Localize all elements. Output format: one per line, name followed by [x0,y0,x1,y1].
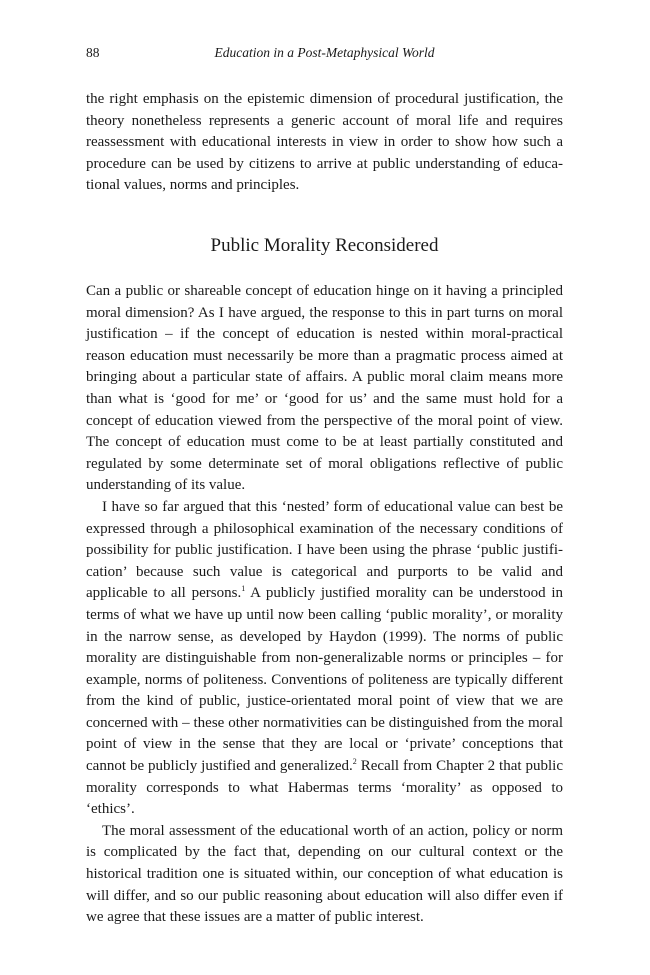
paragraph-2-text-b: A publicly justified morality can be understood in terms of what we have up until now been calling ‘public morality’, or morality in the narrow sense, as developed by Haydon (1999). The norms of public morality are distinguishable from non-generalizable norms or principles – for example, norms of politeness. Conventions of politeness are typically different from the kind of public, justice-orientated moral point of view that we are concerned with – these other normativities can be distinguished from the moral point of view in the sense that they are local or ‘private’ conceptions that cannot be publicly justified and generalized. [86,585,564,775]
paragraph-2-text-a: I have so far argued that this ‘nested’ form of educational value can best be expressed through a philosophical examination of the necessary conditions of possibility for public justification. I have been using the phrase ‘public justification’ because such value is categorical and purports to be valid and applicable to all persons. [86,498,563,602]
paragraph-2-text-c: Recall from Chapter 2 that public morality corresponds to what Habermas terms ‘morality’ as opposed to ‘ethics’. [86,758,563,818]
footnote-ref-2[interactable]: 2 [352,757,357,767]
body-paragraph-2 [86,497,563,821]
body-paragraph-1: Can a public or shareable concept of education hinge on it having a principled moral dimension? As I have argued, the response to this in part turns on moral justification – if the concept of education is nested within moral-practical reason education must necessarily be more than a pragmatic process aimed at bringing about a particular state of affairs. A public moral claim means more than what is ‘good for me’ or ‘good for us’ and the same must hold for a concept of education viewed from the perspective of the moral point of view. The concept of education must come to be at least partially constituted and regulated by some determinate set of moral obligations reflective of public understanding of its value. [86,283,563,494]
running-title: Education in a Post-Metaphysical World [214,45,435,60]
section-heading: Public Morality Reconsidered [210,235,439,256]
section-body [86,281,563,929]
page-number: 88 [86,45,100,60]
body-paragraph-3: The moral assessment of the educational worth of an action, policy or norm is complicated by the fact that, depending on our cultural context or the historical tradition one is situated within, our conception of what education is will differ, and so our public reasoning about education will also differ even if we agree that these issues are a matter of public interest. [86,822,563,926]
lead-paragraph: the right emphasis on the epistemic dimension of procedural justification, the theory nonetheless represents a generic account of moral life and requires reassessment with educational interests in view in order to show how such a procedure can be used by citizens to arrive at public understanding of educational values, norms and principles. [86,91,563,194]
running-head [86,45,563,65]
footnote-ref-1[interactable]: 1 [241,584,246,594]
